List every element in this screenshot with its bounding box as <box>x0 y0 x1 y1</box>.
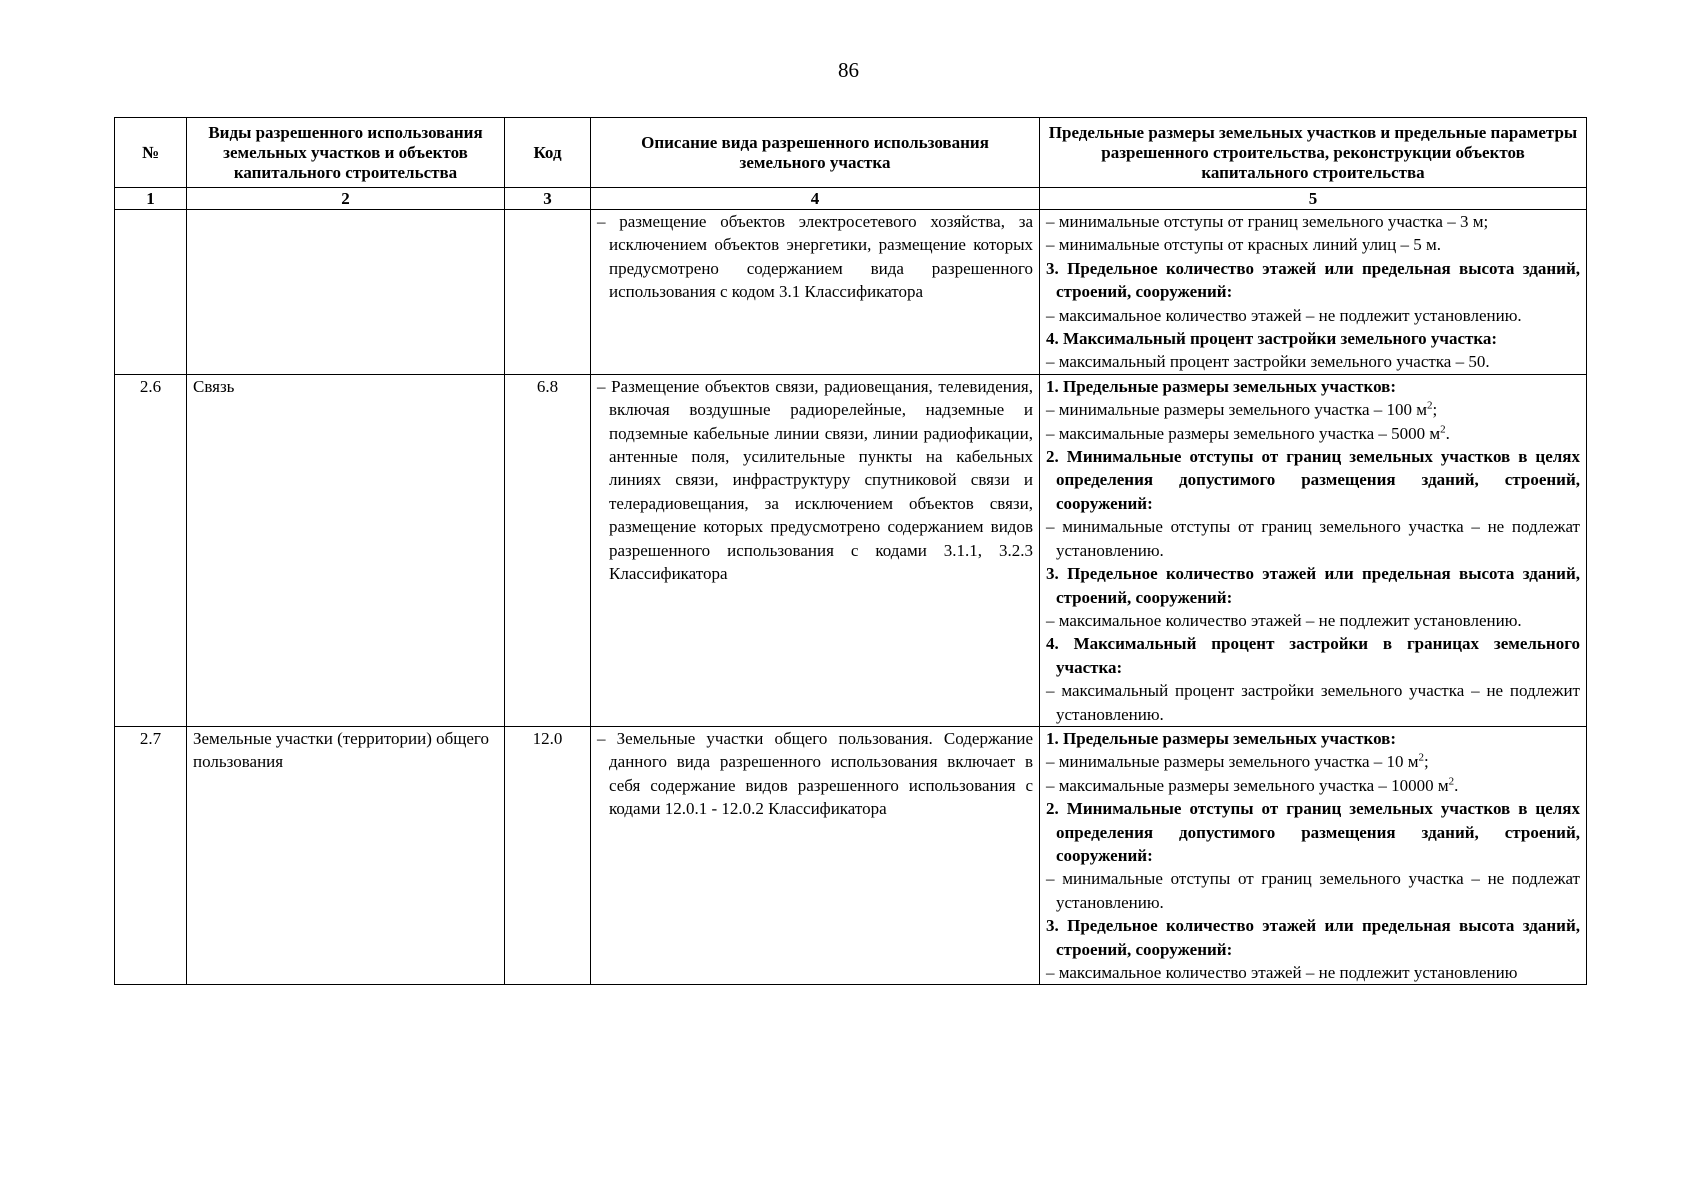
header-types: Виды разрешенного использования земельных участков и объектов капитального строительства <box>187 118 505 188</box>
param-text: 1. Предельные размеры земельных участков: <box>1046 376 1397 396</box>
param-text: – максимальные размеры земельного участка – 5000 м <box>1046 423 1441 443</box>
param-text: 4. Максимальный процент застройки в границах земельного участка: <box>1046 634 1580 677</box>
param-heading <box>1046 445 1580 515</box>
row-code: 6.8 <box>505 374 591 726</box>
column-number: 2 <box>187 188 505 210</box>
column-number: 3 <box>505 188 591 210</box>
row-description-cell <box>591 726 1040 984</box>
row-description-cell <box>591 374 1040 726</box>
row-params-cell <box>1040 374 1587 726</box>
param-text: 3. Предельное количество этажей или предельная высота зданий, строений, сооружений: <box>1046 916 1580 959</box>
row-number: 2.6 <box>115 374 187 726</box>
param-item <box>1046 679 1580 726</box>
param-superscript: 2 <box>1427 399 1433 412</box>
param-heading <box>1046 632 1580 679</box>
param-text: 4. Максимальный процент застройки земельного участка: <box>1046 329 1498 349</box>
param-item <box>1046 304 1580 327</box>
param-text: – максимальное количество этажей – не подлежит установлению <box>1046 963 1518 982</box>
header-description: Описание вида разрешенного использования земельного участка <box>591 118 1040 188</box>
param-text: – минимальные отступы от границ земельного участка – не подлежат установлению. <box>1046 517 1580 560</box>
param-text: – максимальный процент застройки земельного участка – 50. <box>1046 352 1490 372</box>
param-text: 2. Минимальные отступы от границ земельных участков в целях определения допустимого размещения зданий, строений, сооружений: <box>1046 799 1580 865</box>
row-code: 12.0 <box>505 726 591 984</box>
param-superscript: 2 <box>1418 751 1425 764</box>
param-item <box>1046 774 1580 797</box>
param-superscript: 2 <box>1440 423 1446 435</box>
param-tail: . <box>1445 423 1450 443</box>
land-use-table <box>114 117 1587 985</box>
param-item <box>1046 210 1580 233</box>
param-text: – минимальные отступы от границ земельного участка – 3 м; <box>1046 212 1489 231</box>
param-text: – минимальные размеры земельного участка – 10 м <box>1046 752 1419 772</box>
param-item <box>1046 422 1580 445</box>
table-row <box>115 210 1587 375</box>
param-item <box>1046 350 1580 373</box>
header-num: № <box>115 118 187 188</box>
table-row <box>115 374 1587 726</box>
param-item <box>1046 515 1580 562</box>
row-description-cell <box>591 210 1040 375</box>
column-number: 1 <box>115 188 187 210</box>
param-text: 3. Предельное количество этажей или предельная высота зданий, строений, сооружений: <box>1046 564 1580 607</box>
row-code <box>505 210 591 375</box>
page-number: 86 <box>838 58 859 82</box>
param-tail: ; <box>1432 400 1438 420</box>
param-text: 2. Минимальные отступы от границ земельных участков в целях определения допустимого размещения зданий, строений, сооружений: <box>1046 447 1580 513</box>
header-params: Предельные размеры земельных участков и предельные параметры разрешенного строительства, реконструкции объектов капитального строительства <box>1040 118 1587 188</box>
param-text: 1. Предельные размеры земельных участков: <box>1046 728 1397 748</box>
table-header-row <box>115 118 1587 188</box>
param-item <box>1046 233 1580 256</box>
param-text: – максимальное количество этажей – не подлежит установлению. <box>1046 610 1522 630</box>
row-description: – Размещение объектов связи, радиовещания, телевидения, включая воздушные радиорелейные, надземные и подземные кабельные линии связи, линии радиофикации, антенные поля, усилительные пункты на кабельных линиях связи, инфраструктуру спутниковой связи и телерадиовещания, за исключением объектов связи, размещение которых предусмотрено содержанием видов разрешенного использования с кодами 3.1.1, 3.2.3 Классификатора <box>597 376 1033 584</box>
param-text: – максимальное количество этажей – не подлежит установлению. <box>1046 305 1522 325</box>
row-number <box>115 210 187 375</box>
column-numbers-row <box>115 188 1587 210</box>
param-text: – максимальные размеры земельного участка – 10000 м <box>1046 775 1449 795</box>
row-params-cell <box>1040 210 1587 375</box>
param-item <box>1046 750 1580 773</box>
param-item <box>1046 961 1580 984</box>
param-item <box>1046 609 1580 632</box>
param-heading <box>1046 914 1580 961</box>
param-item <box>1046 398 1580 421</box>
param-heading <box>1046 727 1580 750</box>
row-use-type: Связь <box>187 374 505 726</box>
param-tail: ; <box>1424 752 1429 772</box>
param-text: – минимальные размеры земельного участка – 100 м <box>1046 400 1428 420</box>
table-row <box>115 726 1587 984</box>
param-heading <box>1046 797 1580 867</box>
param-text: – максимальный процент застройки земельного участка – не подлежит установлению. <box>1046 681 1580 724</box>
row-number: 2.7 <box>115 726 187 984</box>
param-heading <box>1046 327 1580 350</box>
row-use-type <box>187 210 505 375</box>
param-heading <box>1046 375 1580 398</box>
row-params-cell <box>1040 726 1587 984</box>
column-number: 4 <box>591 188 1040 210</box>
row-description: – Земельные участки общего пользования. Содержание данного вида разрешенного использования включает в себя содержание видов разрешенного использования с кодами 12.0.1 - 12.0.2 Классификатора <box>597 728 1033 819</box>
row-use-type: Земельные участки (территории) общего пользования <box>187 726 505 984</box>
param-tail: . <box>1454 775 1459 795</box>
param-heading <box>1046 257 1580 304</box>
header-code: Код <box>505 118 591 188</box>
param-item <box>1046 867 1580 914</box>
param-superscript: 2 <box>1448 775 1455 788</box>
column-number: 5 <box>1040 188 1587 210</box>
param-text: – минимальные отступы от границ земельного участка – не подлежат установлению. <box>1046 869 1580 912</box>
param-text: – минимальные отступы от красных линий улиц – 5 м. <box>1046 235 1442 255</box>
param-text: 3. Предельное количество этажей или предельная высота зданий, строений, сооружений: <box>1046 258 1580 302</box>
param-heading <box>1046 562 1580 609</box>
row-description: – размещение объектов электросетевого хозяйства, за исключением объектов энергетики, размещение которых предусмотрено содержанием вида разрешенного использования с кодом 3.1 Классификатора <box>597 212 1033 302</box>
